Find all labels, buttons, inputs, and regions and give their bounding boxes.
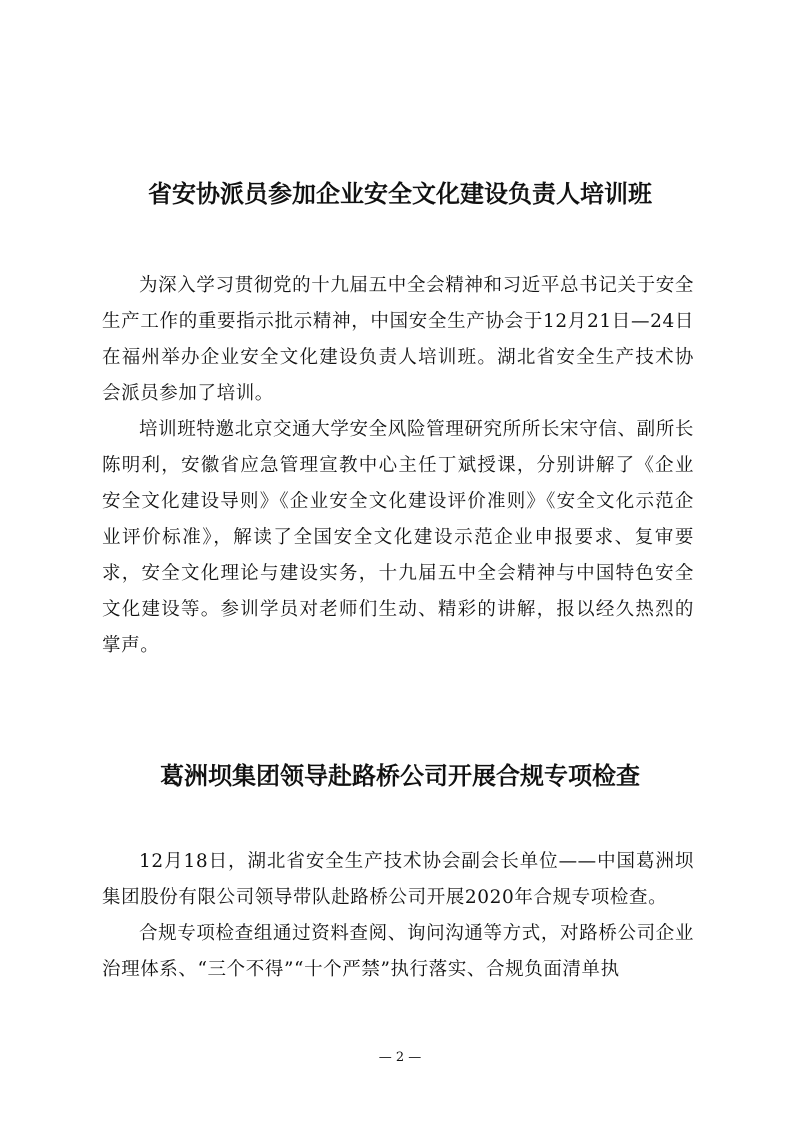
article-1-title: 省安协派员参加企业安全文化建设负责人培训班 [148, 180, 652, 208]
article-2-body [102, 844, 694, 988]
article-2-paragraph-1: 12月18日，湖北省安全生产技术协会副会长单位——中国葛洲坝集团股份有限公司领导带队赴路桥公司开展2020年合规专项检查。 [102, 851, 694, 908]
article-2-title: 葛洲坝集团领导赴路桥公司开展合规专项检查 [160, 762, 640, 790]
page-number: — 2 — [378, 1050, 422, 1065]
article-1-paragraph-2: 培训班特邀北京交通大学安全风险管理研究所所长宋守信、副所长陈明利，安徽省应急管理宣教中心主任丁斌授课，分别讲解了《企业安全文化建设导则》《企业安全文化建设评价准则》《安全文化示范企业评价标准》，解读了全国安全文化建设示范企业申报要求、复审要求，安全文化理论与建设实务，十九届五中全会精神与中国特色安全文化建设等。参训学员对老师们生动、精彩的讲解，报以经久热烈的掌声。 [102, 419, 694, 656]
article-1-paragraph-1: 为深入学习贯彻党的十九届五中全会精神和习近平总书记关于安全生产工作的重要指示批示精神，中国安全生产协会于12月21日—24日在福州举办企业安全文化建设负责人培训班。湖北省安全生产技术协会派员参加了培训。 [102, 275, 694, 404]
article-1-body [102, 268, 694, 664]
article-2-paragraph-2: 合规专项检查组通过资料查阅、询问沟通等方式，对路桥公司企业治理体系、“三个不得”“十个严禁”执行落实、合规负面清单执 [102, 923, 694, 980]
